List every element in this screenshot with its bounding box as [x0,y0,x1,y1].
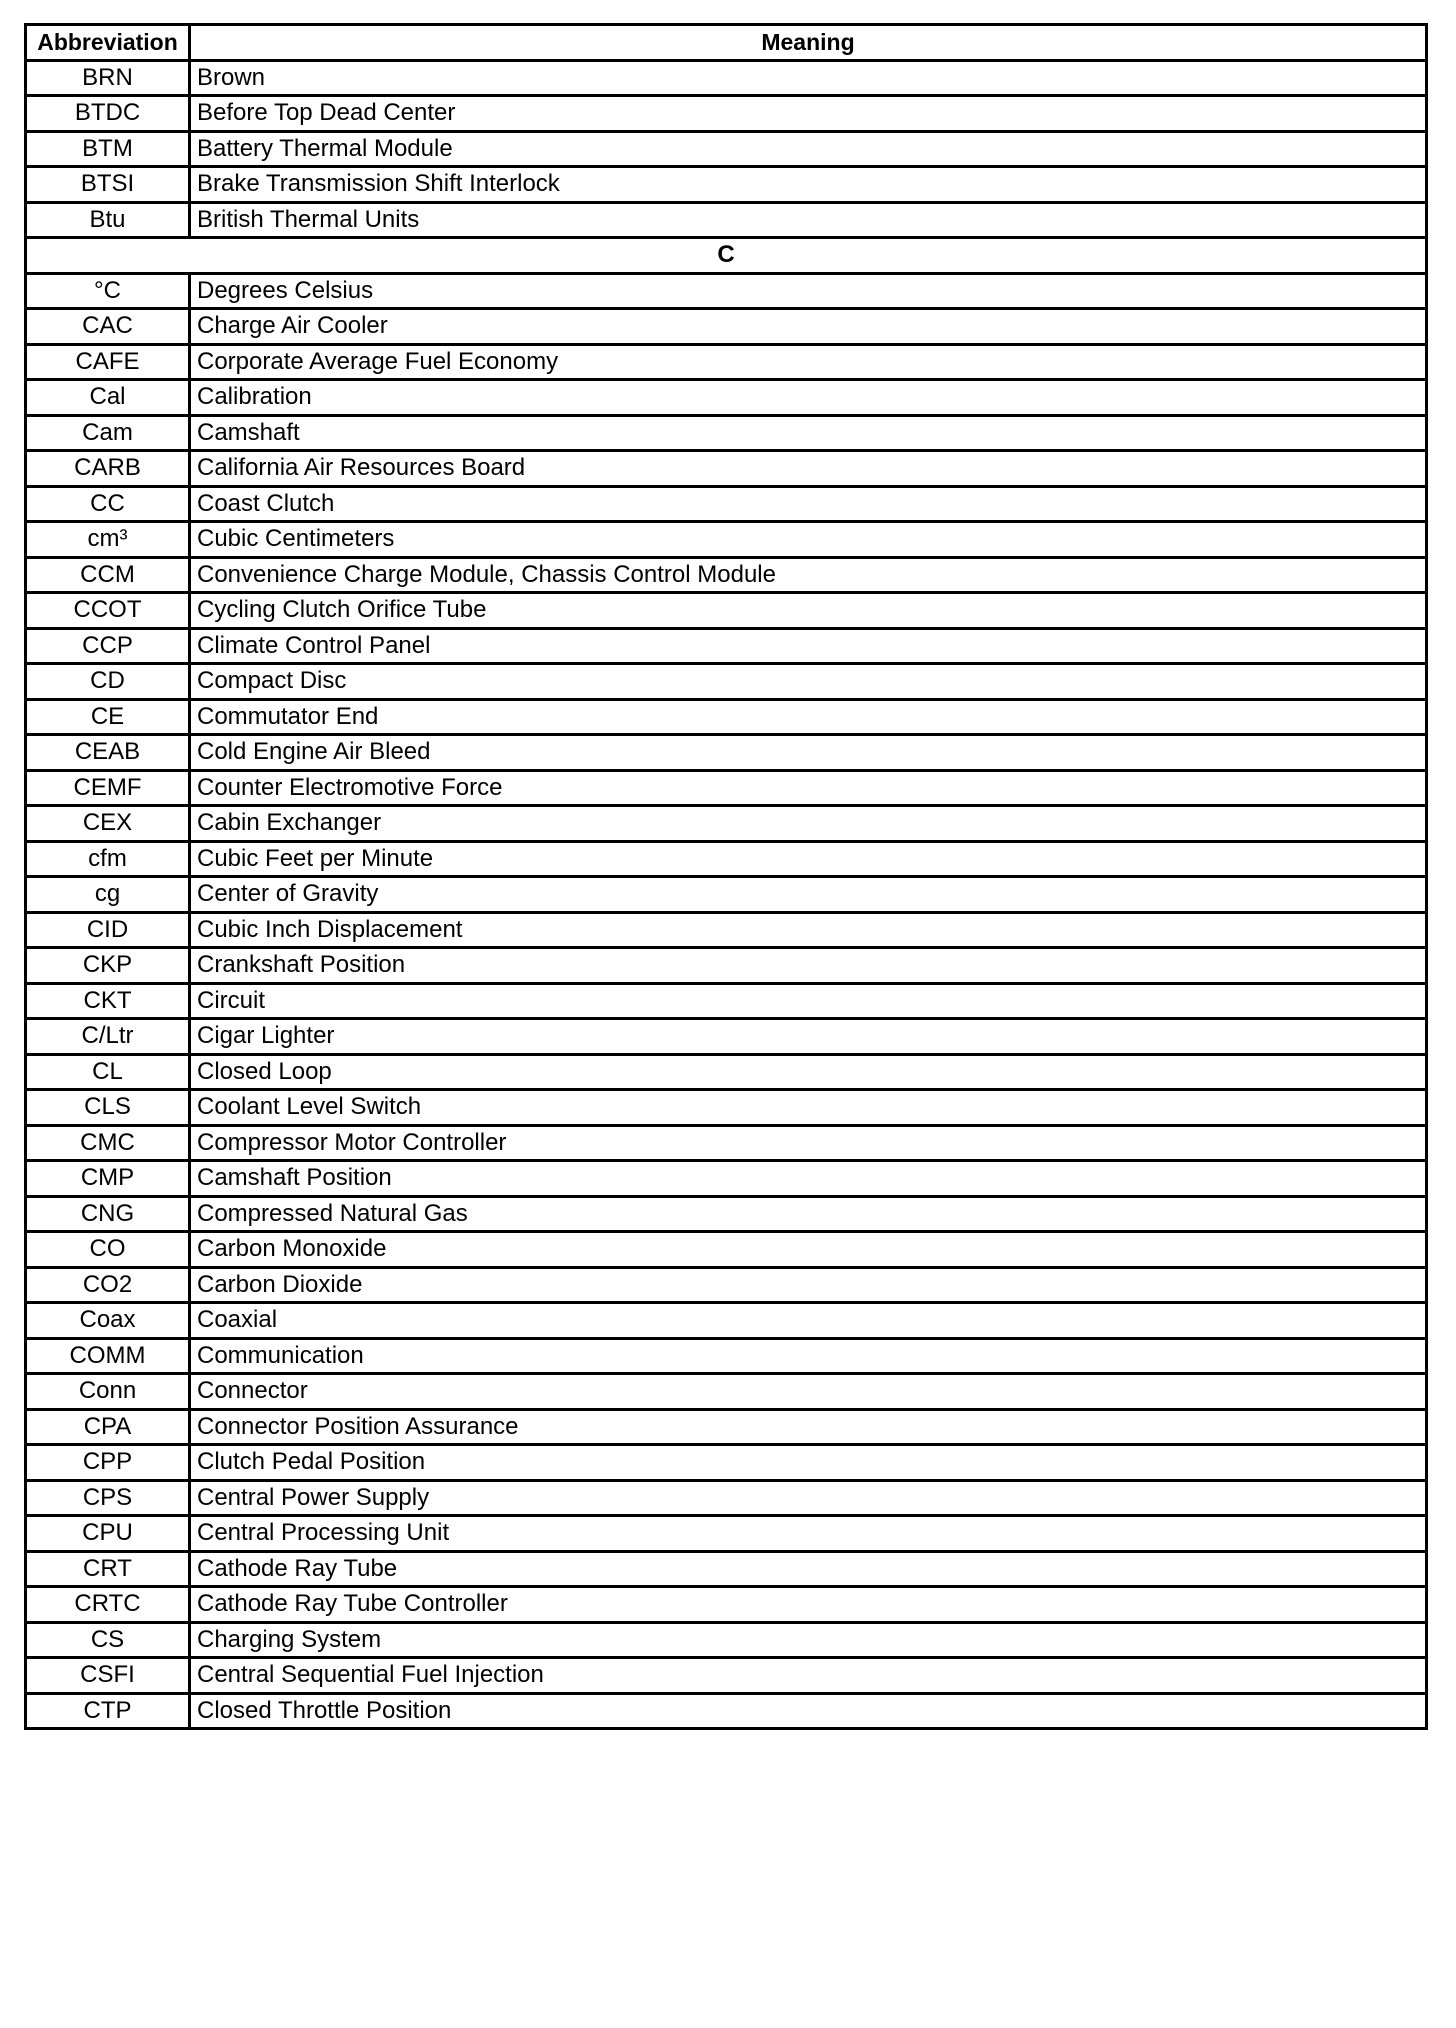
abbreviation-cell: CTP [26,1693,190,1729]
abbreviation-cell: CD [26,664,190,700]
meaning-cell: Compressed Natural Gas [190,1196,1427,1232]
abbreviation-cell: CRTC [26,1587,190,1623]
meaning-cell: Center of Gravity [190,877,1427,913]
meaning-cell: Communication [190,1338,1427,1374]
abbreviation-cell: Conn [26,1374,190,1410]
abbreviation-cell: °C [26,273,190,309]
table-body [26,60,1427,1729]
meaning-cell: Clutch Pedal Position [190,1445,1427,1481]
table-row [26,699,1427,735]
table-row [26,522,1427,558]
table-row [26,1090,1427,1126]
meaning-cell: Climate Control Panel [190,628,1427,664]
abbreviation-cell: CPU [26,1516,190,1552]
table-row [26,1445,1427,1481]
abbreviation-cell: CC [26,486,190,522]
table-row [26,841,1427,877]
table-row [26,1196,1427,1232]
table-row [26,806,1427,842]
abbreviation-cell: CEAB [26,735,190,771]
abbreviation-cell: Coax [26,1303,190,1339]
meaning-cell: Cigar Lighter [190,1019,1427,1055]
abbreviation-cell: CCOT [26,593,190,629]
table-row [26,1054,1427,1090]
meaning-cell: Cycling Clutch Orifice Tube [190,593,1427,629]
meaning-cell: Cubic Inch Displacement [190,912,1427,948]
abbreviation-cell: CPP [26,1445,190,1481]
table-row [26,1303,1427,1339]
table-row [26,770,1427,806]
table-row [26,96,1427,132]
meaning-cell: Cathode Ray Tube Controller [190,1587,1427,1623]
abbreviation-cell: CEMF [26,770,190,806]
abbreviation-cell: cfm [26,841,190,877]
meaning-cell: Central Sequential Fuel Injection [190,1658,1427,1694]
section-heading: C [26,238,1427,274]
table-row [26,415,1427,451]
meaning-cell: Compact Disc [190,664,1427,700]
table-row [26,1019,1427,1055]
table-row [26,60,1427,96]
abbreviation-cell: CL [26,1054,190,1090]
meaning-cell: Camshaft [190,415,1427,451]
abbreviation-cell: CCP [26,628,190,664]
table-row [26,1409,1427,1445]
abbreviation-cell: CE [26,699,190,735]
table-row [26,877,1427,913]
table-row [26,486,1427,522]
table-row [26,1622,1427,1658]
table-row [26,309,1427,345]
abbreviation-cell: CKT [26,983,190,1019]
abbreviation-cell: CKP [26,948,190,984]
abbreviation-cell: BRN [26,60,190,96]
meaning-cell: Before Top Dead Center [190,96,1427,132]
meaning-cell: Brake Transmission Shift Interlock [190,167,1427,203]
abbreviation-cell: Btu [26,202,190,238]
meaning-cell: Battery Thermal Module [190,131,1427,167]
meaning-column-header: Meaning [190,25,1427,61]
meaning-cell: Camshaft Position [190,1161,1427,1197]
meaning-cell: Crankshaft Position [190,948,1427,984]
abbreviation-cell: CEX [26,806,190,842]
abbreviation-cell: Cam [26,415,190,451]
abbreviation-cell: CID [26,912,190,948]
meaning-cell: California Air Resources Board [190,451,1427,487]
table-row [26,1480,1427,1516]
abbreviation-cell: CMC [26,1125,190,1161]
abbreviation-cell: CAFE [26,344,190,380]
meaning-cell: Carbon Monoxide [190,1232,1427,1268]
meaning-cell: Cubic Feet per Minute [190,841,1427,877]
meaning-cell: Cold Engine Air Bleed [190,735,1427,771]
abbreviation-cell: CSFI [26,1658,190,1694]
meaning-cell: Brown [190,60,1427,96]
section-row [26,238,1427,274]
table-row [26,1161,1427,1197]
abbreviation-cell: CO2 [26,1267,190,1303]
abbreviation-cell: BTSI [26,167,190,203]
table-row [26,131,1427,167]
meaning-cell: Central Power Supply [190,1480,1427,1516]
meaning-cell: Cabin Exchanger [190,806,1427,842]
table-row [26,1658,1427,1694]
abbreviation-cell: CPS [26,1480,190,1516]
table-row [26,593,1427,629]
table-row [26,948,1427,984]
table-row [26,1232,1427,1268]
table-row [26,380,1427,416]
meaning-cell: Cubic Centimeters [190,522,1427,558]
abbreviation-cell: BTM [26,131,190,167]
table-row [26,735,1427,771]
meaning-cell: Coolant Level Switch [190,1090,1427,1126]
table-row [26,451,1427,487]
meaning-cell: Charging System [190,1622,1427,1658]
meaning-cell: Closed Throttle Position [190,1693,1427,1729]
meaning-cell: Coast Clutch [190,486,1427,522]
table-row [26,273,1427,309]
meaning-cell: Closed Loop [190,1054,1427,1090]
abbreviation-cell: CRT [26,1551,190,1587]
meaning-cell: Compressor Motor Controller [190,1125,1427,1161]
meaning-cell: Coaxial [190,1303,1427,1339]
abbreviation-column-header: Abbreviation [26,25,190,61]
abbreviation-cell: BTDC [26,96,190,132]
meaning-cell: Commutator End [190,699,1427,735]
table-row [26,1693,1427,1729]
table-row [26,1338,1427,1374]
meaning-cell: Cathode Ray Tube [190,1551,1427,1587]
meaning-cell: British Thermal Units [190,202,1427,238]
meaning-cell: Calibration [190,380,1427,416]
meaning-cell: Convenience Charge Module, Chassis Control Module [190,557,1427,593]
abbreviation-cell: cm³ [26,522,190,558]
meaning-cell: Degrees Celsius [190,273,1427,309]
table-row [26,664,1427,700]
meaning-cell: Carbon Dioxide [190,1267,1427,1303]
abbreviation-table [24,23,1428,1730]
abbreviation-cell: CLS [26,1090,190,1126]
table-row [26,167,1427,203]
table-row [26,1374,1427,1410]
table-row [26,1125,1427,1161]
abbreviation-cell: Cal [26,380,190,416]
abbreviation-cell: CS [26,1622,190,1658]
meaning-cell: Connector Position Assurance [190,1409,1427,1445]
abbreviation-cell: CARB [26,451,190,487]
header-row [26,25,1427,61]
meaning-cell: Charge Air Cooler [190,309,1427,345]
table-row [26,912,1427,948]
table-row [26,983,1427,1019]
table-row [26,1551,1427,1587]
abbreviation-cell: CMP [26,1161,190,1197]
table-row [26,202,1427,238]
table-row [26,628,1427,664]
meaning-cell: Counter Electromotive Force [190,770,1427,806]
meaning-cell: Corporate Average Fuel Economy [190,344,1427,380]
abbreviation-cell: CNG [26,1196,190,1232]
meaning-cell: Connector [190,1374,1427,1410]
abbreviation-cell: cg [26,877,190,913]
abbreviation-cell: C/Ltr [26,1019,190,1055]
abbreviation-cell: COMM [26,1338,190,1374]
meaning-cell: Circuit [190,983,1427,1019]
meaning-cell: Central Processing Unit [190,1516,1427,1552]
abbreviation-cell: CO [26,1232,190,1268]
abbreviation-cell: CPA [26,1409,190,1445]
table-row [26,1587,1427,1623]
table-row [26,1267,1427,1303]
abbreviation-cell: CAC [26,309,190,345]
table-row [26,344,1427,380]
abbreviation-cell: CCM [26,557,190,593]
table-row [26,1516,1427,1552]
table-row [26,557,1427,593]
